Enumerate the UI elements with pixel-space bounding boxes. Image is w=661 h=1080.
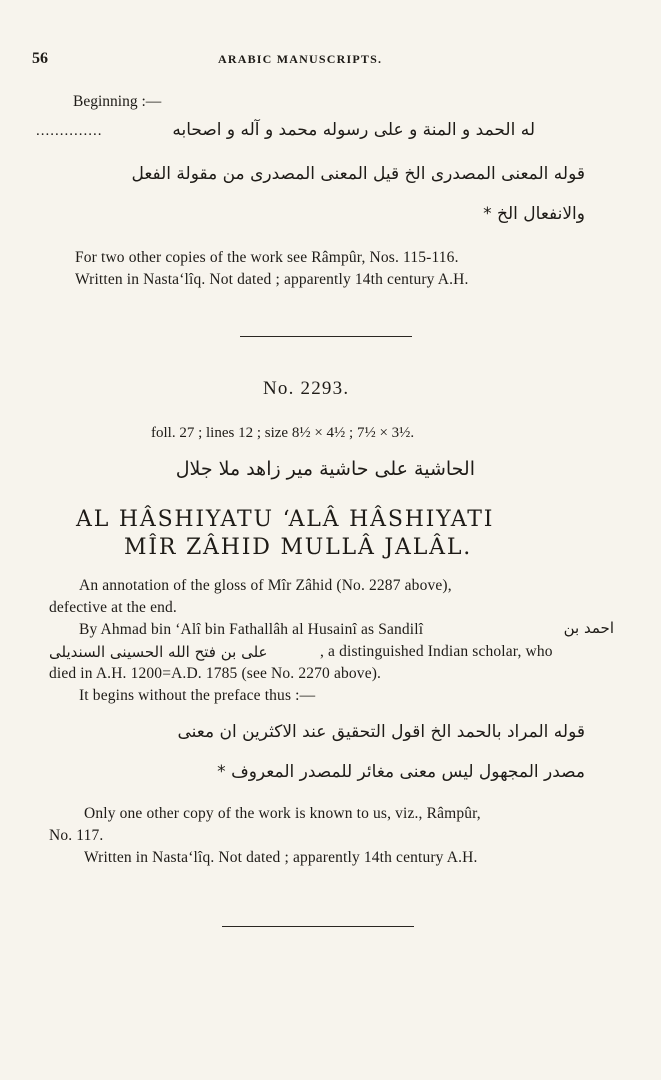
title-line-2: MÎR ZÂHID MULLÂ JALÂL. [124,535,473,560]
copies-note: For two other copies of the work see Râmpûr, Nos. 115-116. [75,249,459,266]
page-number: 56 [32,50,48,67]
leader-dots: .............. [36,123,103,139]
author-line-3: died in A.H. 1200=A.D. 1785 (see No. 2270 above). [49,665,382,682]
end-divider [222,926,414,927]
beginning-label: Beginning :— [73,93,162,110]
section-divider [240,336,412,337]
description-line-1: An annotation of the gloss of Mîr Zâhid (No. 2287 above), [79,577,452,594]
arabic-line-3: والانفعال الخ * [483,204,585,224]
author-arabic-1: احمد بن [563,619,614,637]
script-note-2: Written in Nasta‘lîq. Not dated ; apparently 14th century A.H. [84,849,478,866]
arabic-title: الحاشية على حاشية مير زاهد ملا جلال [175,458,475,480]
running-head: ARABIC MANUSCRIPTS. [218,52,383,66]
arabic-line-5: مصدر المجهول ليس معنى مغائر للمصدر المعروف * [217,762,585,782]
entry-number: No. 2293. [263,378,350,399]
description-line-2: defective at the end. [49,599,177,616]
arabic-line-4: قوله المراد بالحمد الخ اقول التحقيق عند الاكثرين ان معنى [177,722,585,742]
script-note: Written in Nasta‘lîq. Not dated ; apparently 14th century A.H. [75,271,469,288]
other-copy-line-2: No. 117. [49,827,104,844]
author-arabic-2: علی بن فتح الله الحسینی السندیلی [49,643,268,661]
arabic-line-1: له الحمد و المنة و على رسوله محمد و آله و اصحابه [172,120,535,140]
begins-label: It begins without the preface thus :— [79,687,316,704]
author-line-1: By Ahmad bin ‘Alî bin Fathallâh al Husainî as Sandilî [79,621,424,638]
author-line-2: , a distinguished Indian scholar, who [320,643,553,660]
title-line-1: AL HÂSHIYATU ‘ALÂ HÂSHIYATI [76,507,495,532]
arabic-line-2: قوله المعنى المصدرى الخ قيل المعنى المصدرى من مقولة الفعل [131,164,585,184]
folio-description: foll. 27 ; lines 12 ; size 8½ × 4½ ; 7½ × 3½. [151,425,415,441]
other-copy-line-1: Only one other copy of the work is known to us, viz., Râmpûr, [84,805,481,822]
